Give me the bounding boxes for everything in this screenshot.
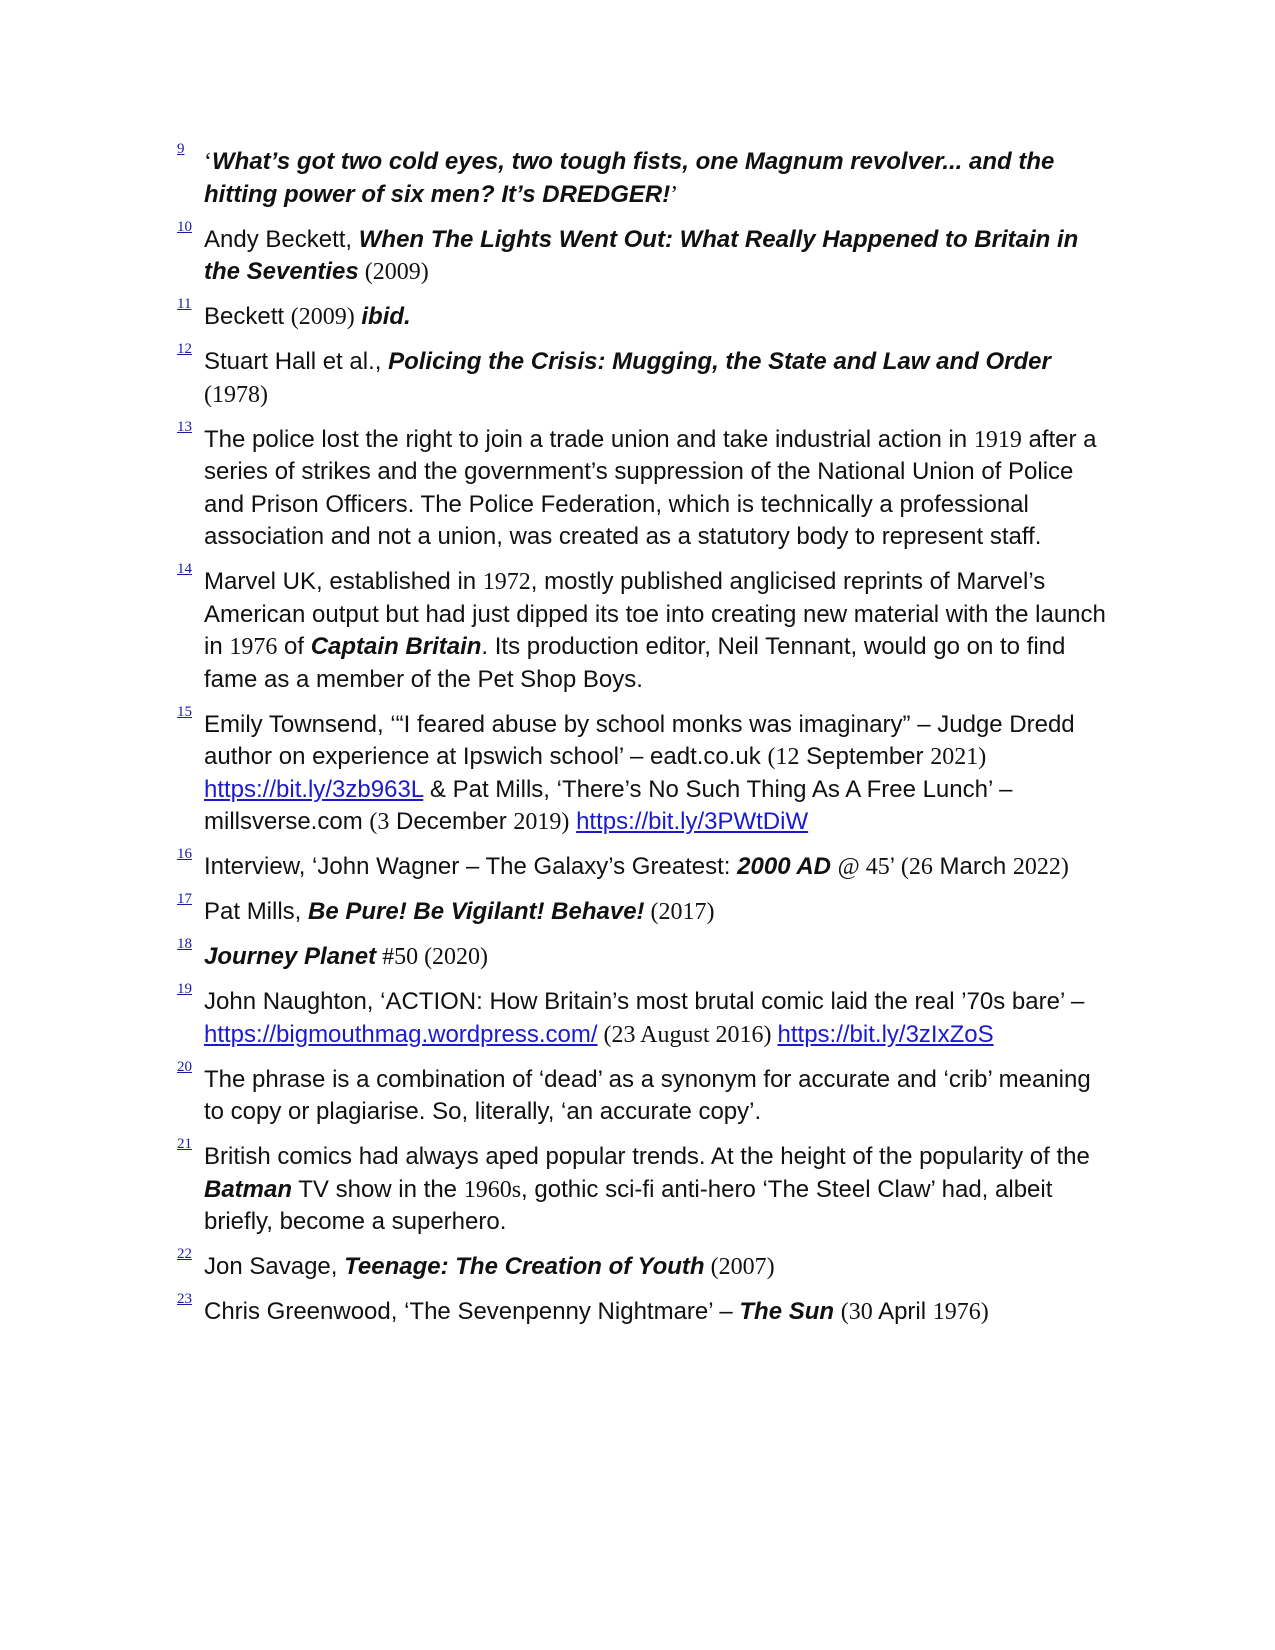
endnote-number-link[interactable]: 22 bbox=[177, 1246, 192, 1262]
endnote-number-link[interactable]: 18 bbox=[177, 936, 192, 952]
note-text: . Its production editor, Neil Tennant, would go on to find fame as a member of the Pet Shop Boys. bbox=[204, 633, 1066, 693]
note-date-text: (30 bbox=[840, 1299, 873, 1325]
endnote-number-link[interactable]: 13 bbox=[177, 418, 192, 435]
note-date-text: (23 August 2016) bbox=[597, 1021, 778, 1048]
note-text: April bbox=[872, 1298, 933, 1325]
endnote-number-link[interactable]: 10 bbox=[177, 218, 192, 235]
endnote-number-link[interactable]: 23 bbox=[177, 1291, 192, 1307]
citation-url-link[interactable]: https://bigmouthmag.wordpress.com/ bbox=[204, 1020, 598, 1048]
note-text bbox=[831, 853, 838, 880]
citation-url-link[interactable]: https://bit.ly/3zb963L bbox=[204, 775, 424, 803]
note-text: December bbox=[389, 808, 514, 835]
note-text: , mostly published anglicised reprints of Marvel’s American output but had just dipped its toe into creating new material with the launch in bbox=[204, 568, 1106, 660]
note-date-text: ’ bbox=[670, 181, 679, 208]
citation-url-link[interactable]: https://bit.ly/3zIxZoS bbox=[777, 1020, 994, 1048]
note-date-text: 1919 bbox=[973, 426, 1022, 453]
note-date-text: 2019) bbox=[513, 809, 570, 835]
endnote-number-link[interactable]: 14 bbox=[177, 561, 192, 577]
endnote-22 bbox=[177, 1246, 1110, 1284]
note-date-text: (2017) bbox=[644, 899, 715, 925]
work-title: Journey Planet bbox=[204, 943, 377, 970]
endnote-number-link[interactable]: 20 bbox=[177, 1058, 192, 1075]
note-text: Marvel UK, established in bbox=[204, 568, 483, 595]
endnote-number-link[interactable]: 15 bbox=[177, 703, 192, 720]
endnote-23 bbox=[177, 1291, 1110, 1329]
endnote-19 bbox=[177, 981, 1110, 1051]
note-date-text: @ 45 bbox=[837, 854, 890, 880]
note-text: Jon Savage, bbox=[204, 1253, 345, 1280]
endnote-number-link[interactable]: 17 bbox=[177, 891, 192, 907]
endnote-18 bbox=[177, 936, 1110, 974]
work-title: Be Pure! Be Vigilant! Behave! bbox=[308, 898, 645, 925]
note-date-text: ‘ bbox=[204, 149, 212, 175]
note-text: September bbox=[799, 743, 931, 770]
note-text: Pat Mills, bbox=[204, 898, 309, 925]
endnote-16 bbox=[177, 846, 1110, 884]
endnote-number-link[interactable]: 11 bbox=[177, 296, 192, 312]
work-title: The Sun bbox=[739, 1298, 835, 1325]
note-text: Andy Beckett, bbox=[204, 225, 359, 253]
work-title: What’s got two cold eyes, two tough fists, one Magnum revolver... and the hitting power of six men? It’s DREDGER! bbox=[204, 148, 1055, 208]
note-text: British comics had always aped popular trends. At the height of the popularity of the bbox=[204, 1143, 1090, 1170]
work-title: Batman bbox=[204, 1175, 293, 1203]
work-title: 2000 AD bbox=[737, 853, 831, 880]
endnote-14 bbox=[177, 561, 1110, 696]
note-date-text: (2009) bbox=[358, 259, 429, 285]
note-text bbox=[834, 1298, 841, 1325]
note-date-text: (26 bbox=[900, 854, 933, 880]
note-text: March bbox=[932, 853, 1013, 880]
note-date-text: 1960s bbox=[463, 1176, 522, 1203]
note-date-text: 2022) bbox=[1012, 854, 1069, 880]
citation-url-link[interactable]: https://bit.ly/3PWtDiW bbox=[576, 808, 809, 835]
endnotes-list bbox=[177, 141, 1110, 1341]
endnote-13 bbox=[177, 418, 1110, 554]
endnote-15 bbox=[177, 703, 1110, 839]
note-text: Emily Townsend, ‘“I feared abuse by school monks was imaginary” – Judge Dredd author on experience at Ipswich school’ – eadt.co.uk bbox=[204, 710, 1075, 770]
endnote-10 bbox=[177, 218, 1110, 289]
note-date-text: (1978) bbox=[204, 381, 268, 408]
endnote-12 bbox=[177, 341, 1110, 411]
note-date-text: 1972 bbox=[482, 569, 531, 595]
note-text: Stuart Hall et al., bbox=[204, 348, 389, 375]
work-title: Captain Britain bbox=[310, 633, 482, 660]
note-text: Chris Greenwood, ‘The Sevenpenny Nightmare’ – bbox=[204, 1298, 740, 1325]
note-text: of bbox=[277, 633, 311, 660]
note-date-text: (12 bbox=[767, 744, 800, 770]
note-text: ’ bbox=[889, 853, 901, 880]
work-title: ibid. bbox=[361, 303, 411, 330]
note-text: & Pat Mills, ‘There’s No Such Thing As A Free Lunch’ – millsverse.com bbox=[204, 775, 1013, 835]
endnote-11 bbox=[177, 296, 1110, 334]
note-date-text: #50 (2020) bbox=[376, 944, 489, 970]
note-text: TV show in the bbox=[292, 1175, 464, 1203]
note-text: , gothic sci-fi anti-hero ‘The Steel Claw’ had, albeit briefly, become a superhero. bbox=[204, 1175, 1053, 1235]
note-date-text: (3 bbox=[369, 809, 390, 835]
endnote-number-link[interactable]: 19 bbox=[177, 981, 192, 997]
note-date-text: 1976 bbox=[229, 634, 278, 660]
endnote-number-link[interactable]: 21 bbox=[177, 1136, 192, 1152]
endnote-20 bbox=[177, 1058, 1110, 1129]
endnote-17 bbox=[177, 891, 1110, 929]
note-text: Interview, ‘John Wagner – The Galaxy’s Greatest: bbox=[204, 853, 738, 880]
work-title: When The Lights Went Out: What Really Happened to Britain in the Seventies bbox=[204, 225, 1079, 285]
endnote-number-link[interactable]: 12 bbox=[177, 341, 192, 357]
note-date-text: (2009) bbox=[290, 304, 355, 330]
endnote-21 bbox=[177, 1136, 1110, 1239]
work-title: Teenage: The Creation of Youth bbox=[344, 1253, 705, 1280]
note-date-text: 1976) bbox=[932, 1299, 989, 1325]
note-text: John Naughton, ‘ACTION: How Britain’s most brutal comic laid the real ’70s bare’ – bbox=[204, 988, 1085, 1015]
endnote-number-link[interactable]: 9 bbox=[177, 141, 185, 157]
note-text: The police lost the right to join a trade union and take industrial action in bbox=[204, 425, 974, 453]
note-text: Beckett bbox=[204, 303, 291, 330]
endnote-9 bbox=[177, 141, 1110, 211]
work-title: Policing the Crisis: Mugging, the State and Law and Order bbox=[388, 348, 1051, 375]
note-date-text: 2021) bbox=[930, 744, 987, 770]
note-date-text: (2007) bbox=[704, 1254, 775, 1280]
note-text: The phrase is a combination of ‘dead’ as a synonym for accurate and ‘crib’ meaning to copy or plagiarise. So, literally, ‘an accurate copy’. bbox=[204, 1065, 1091, 1125]
note-text: after a series of strikes and the government’s suppression of the National Union of Police and Prison Officers. The Police Federation, which is technically a professional association and not a union, was created as a statutory body to represent staff. bbox=[204, 425, 1097, 550]
endnote-number-link[interactable]: 16 bbox=[177, 846, 192, 862]
